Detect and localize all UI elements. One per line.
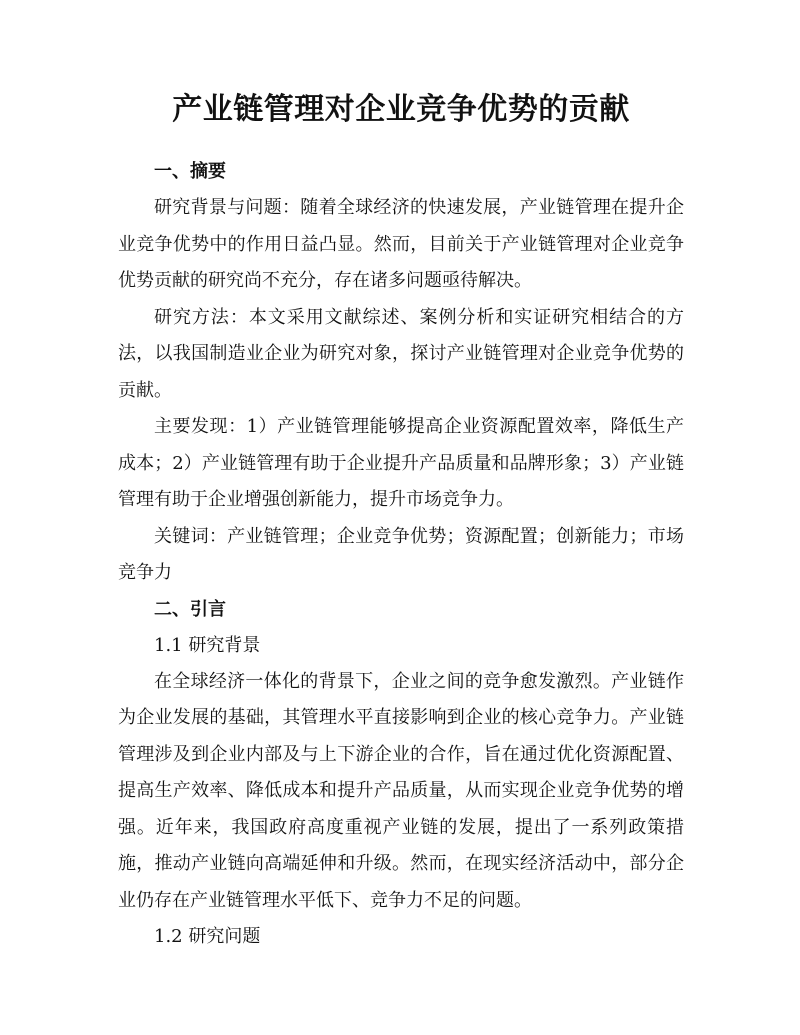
abstract-keywords-paragraph: 关键词：产业链管理；企业竞争优势；资源配置；创新能力；市场竞争力 bbox=[118, 525, 684, 583]
research-background-heading: 1.1 研究背景 bbox=[154, 634, 261, 656]
document-title: 产业链管理对企业竞争优势的贡献 bbox=[172, 92, 630, 127]
abstract-findings-paragraph: 主要发现：1）产业链管理能够提高企业资源配置效率，降低生产成本；2）产业链管理有助于企业提升产品质量和品牌形象；3）产业链管理有助于企业增强创新能力，提升市场竞争力。 bbox=[118, 416, 684, 510]
research-background-paragraph: 在全球经济一体化的背景下，企业之间的竞争愈发激烈。产业链作为企业发展的基础，其管理水平直接影响到企业的核心竞争力。产业链管理涉及到企业内部及与上下游企业的合作，旨在通过优化资源配置、提高生产效率、降低成本和提升产品质量，从而实现企业竞争优势的增强。近年来，我国政府高度重视产业链的发展，提出了一系列政策措施，推动产业链向高端延伸和升级。然而，在现实经济活动中，部分企业仍存在产业链管理水平低下、竞争力不足的问题。 bbox=[118, 670, 684, 911]
abstract-heading: 一、摘要 bbox=[154, 161, 226, 182]
abstract-methods-paragraph: 研究方法：本文采用文献综述、案例分析和实证研究相结合的方法，以我国制造业企业为研究对象，探讨产业链管理对企业竞争优势的贡献。 bbox=[118, 306, 684, 401]
abstract-background-paragraph: 研究背景与问题：随着全球经济的快速发展，产业链管理在提升企业竞争优势中的作用日益凸显。然而，目前关于产业链管理对企业竞争优势贡献的研究尚不充分，存在诸多问题亟待解决。 bbox=[118, 197, 684, 291]
introduction-heading: 二、引言 bbox=[154, 598, 226, 620]
research-question-heading: 1.2 研究问题 bbox=[154, 926, 261, 947]
